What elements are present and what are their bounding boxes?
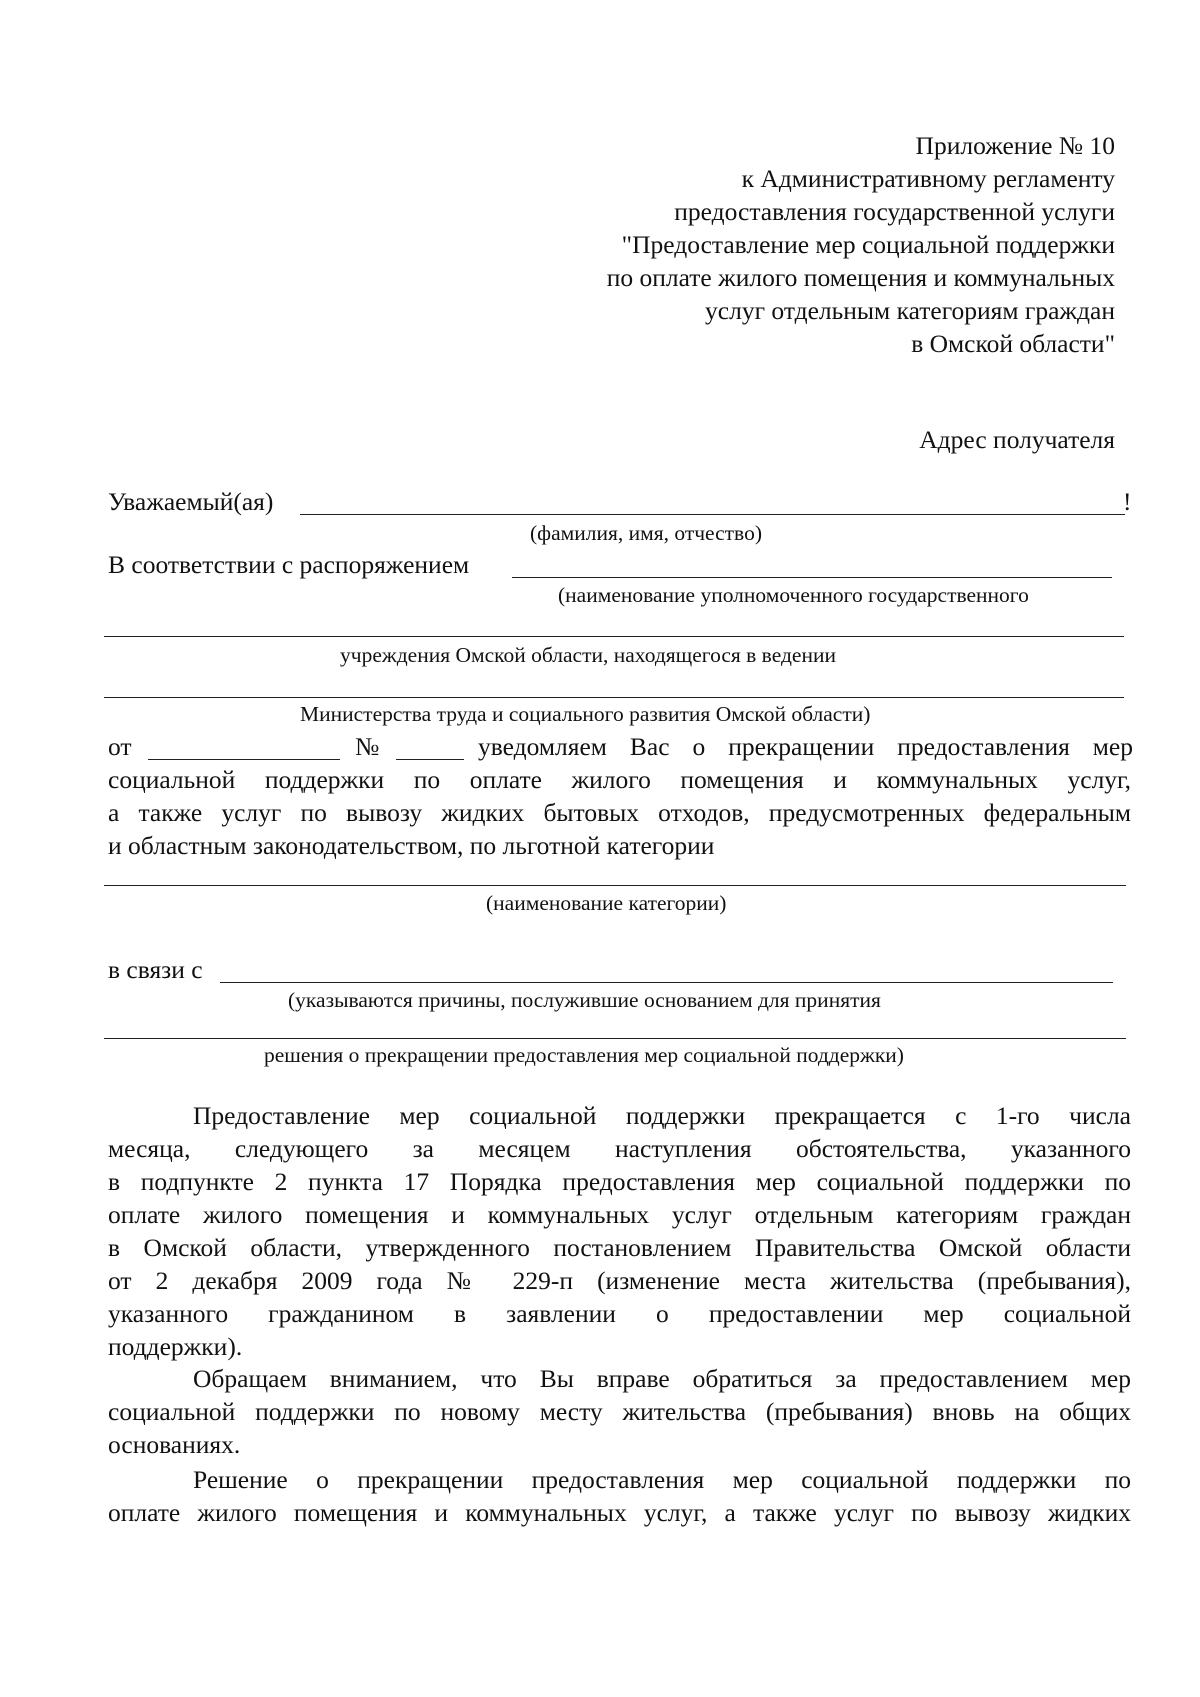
- category-caption: (наименование категории): [486, 891, 727, 915]
- notice-text: и областным законодательством, по льготной категории: [108, 831, 715, 860]
- fio-field[interactable]: [300, 514, 1125, 515]
- reason-label: в связи с: [108, 955, 203, 984]
- paragraph-line: социальной поддержки по новому месту жительства (пребывания) вновь на общих: [108, 1397, 1131, 1426]
- authority-caption-2: учреждения Омской области, находящегося в ведении: [340, 643, 836, 667]
- authority-field-line-3[interactable]: [104, 697, 1124, 698]
- fio-caption: (фамилия, имя, отчество): [530, 521, 762, 545]
- greeting-exclamation: !: [1123, 487, 1132, 516]
- header-line: услуг отдельным категориям граждан: [705, 296, 1115, 325]
- from-label: от: [108, 732, 132, 761]
- paragraph-line: Решение о прекращении предоставления мер социальной поддержки по: [193, 1465, 1131, 1494]
- paragraph-line: от 2 декабря 2009 года № 229-п (изменение места жительства (пребывания),: [108, 1266, 1131, 1295]
- decree-field[interactable]: [512, 577, 1112, 578]
- paragraph-line: Предоставление мер социальной поддержки прекращается с 1-го числа: [193, 1101, 1131, 1130]
- reason-field-line-2[interactable]: [104, 1038, 1126, 1039]
- decree-label: В соответствии с распоряжением: [108, 550, 470, 579]
- paragraph-line: оплате жилого помещения и коммунальных услуг отдельным категориям граждан: [108, 1200, 1131, 1229]
- paragraph-line: оплате жилого помещения и коммунальных услуг, а также услуг по вывозу жидких: [108, 1498, 1131, 1527]
- paragraph-line: основаниях.: [108, 1430, 241, 1459]
- category-field[interactable]: [104, 885, 1126, 886]
- number-field[interactable]: [396, 759, 464, 760]
- greeting-label: Уважаемый(ая): [108, 487, 274, 516]
- paragraph-line: в Омской области, утвержденного постановлением Правительства Омской области: [108, 1233, 1131, 1262]
- header-line: по оплате жилого помещения и коммунальных: [606, 263, 1115, 292]
- number-label: №: [355, 732, 380, 761]
- recipient-address: Адрес получателя: [919, 425, 1115, 454]
- notice-text: социальной поддержки по оплате жилого помещения и коммунальных услуг,: [108, 765, 1131, 794]
- date-field[interactable]: [148, 759, 340, 760]
- paragraph-line: поддержки).: [108, 1332, 243, 1361]
- header-line: предоставления государственной услуги: [674, 197, 1115, 226]
- header-line: "Предоставление мер социальной поддержки: [621, 230, 1115, 259]
- reason-caption-1: (указываются причины, послужившие основанием для принятия: [288, 988, 881, 1012]
- reason-caption-2: решения о прекращении предоставления мер социальной поддержки): [264, 1043, 904, 1067]
- notice-text: уведомляем Вас о прекращении предоставления мер: [478, 732, 1133, 761]
- reason-field[interactable]: [220, 982, 1113, 983]
- authority-caption-3: Министерства труда и социального развития Омской области): [300, 702, 871, 726]
- authority-field-line-2[interactable]: [104, 636, 1124, 637]
- paragraph-line: в подпункте 2 пункта 17 Порядка предоставления мер социальной поддержки по: [108, 1167, 1131, 1196]
- paragraph-line: месяца, следующего за месяцем наступления обстоятельства, указанного: [108, 1134, 1131, 1163]
- header-line: в Омской области": [911, 329, 1115, 358]
- paragraph-line: указанного гражданином в заявлении о предоставлении мер социальной: [108, 1299, 1131, 1328]
- appendix-number: Приложение № 10: [915, 131, 1115, 160]
- paragraph-line: Обращаем вниманием, что Вы вправе обратиться за предоставлением мер: [193, 1364, 1131, 1393]
- authority-caption-1: (наименование уполномоченного государственного: [558, 583, 1029, 607]
- notice-text: а также услуг по вывозу жидких бытовых отходов, предусмотренных федеральным: [108, 798, 1131, 827]
- header-line: к Административному регламенту: [741, 164, 1115, 193]
